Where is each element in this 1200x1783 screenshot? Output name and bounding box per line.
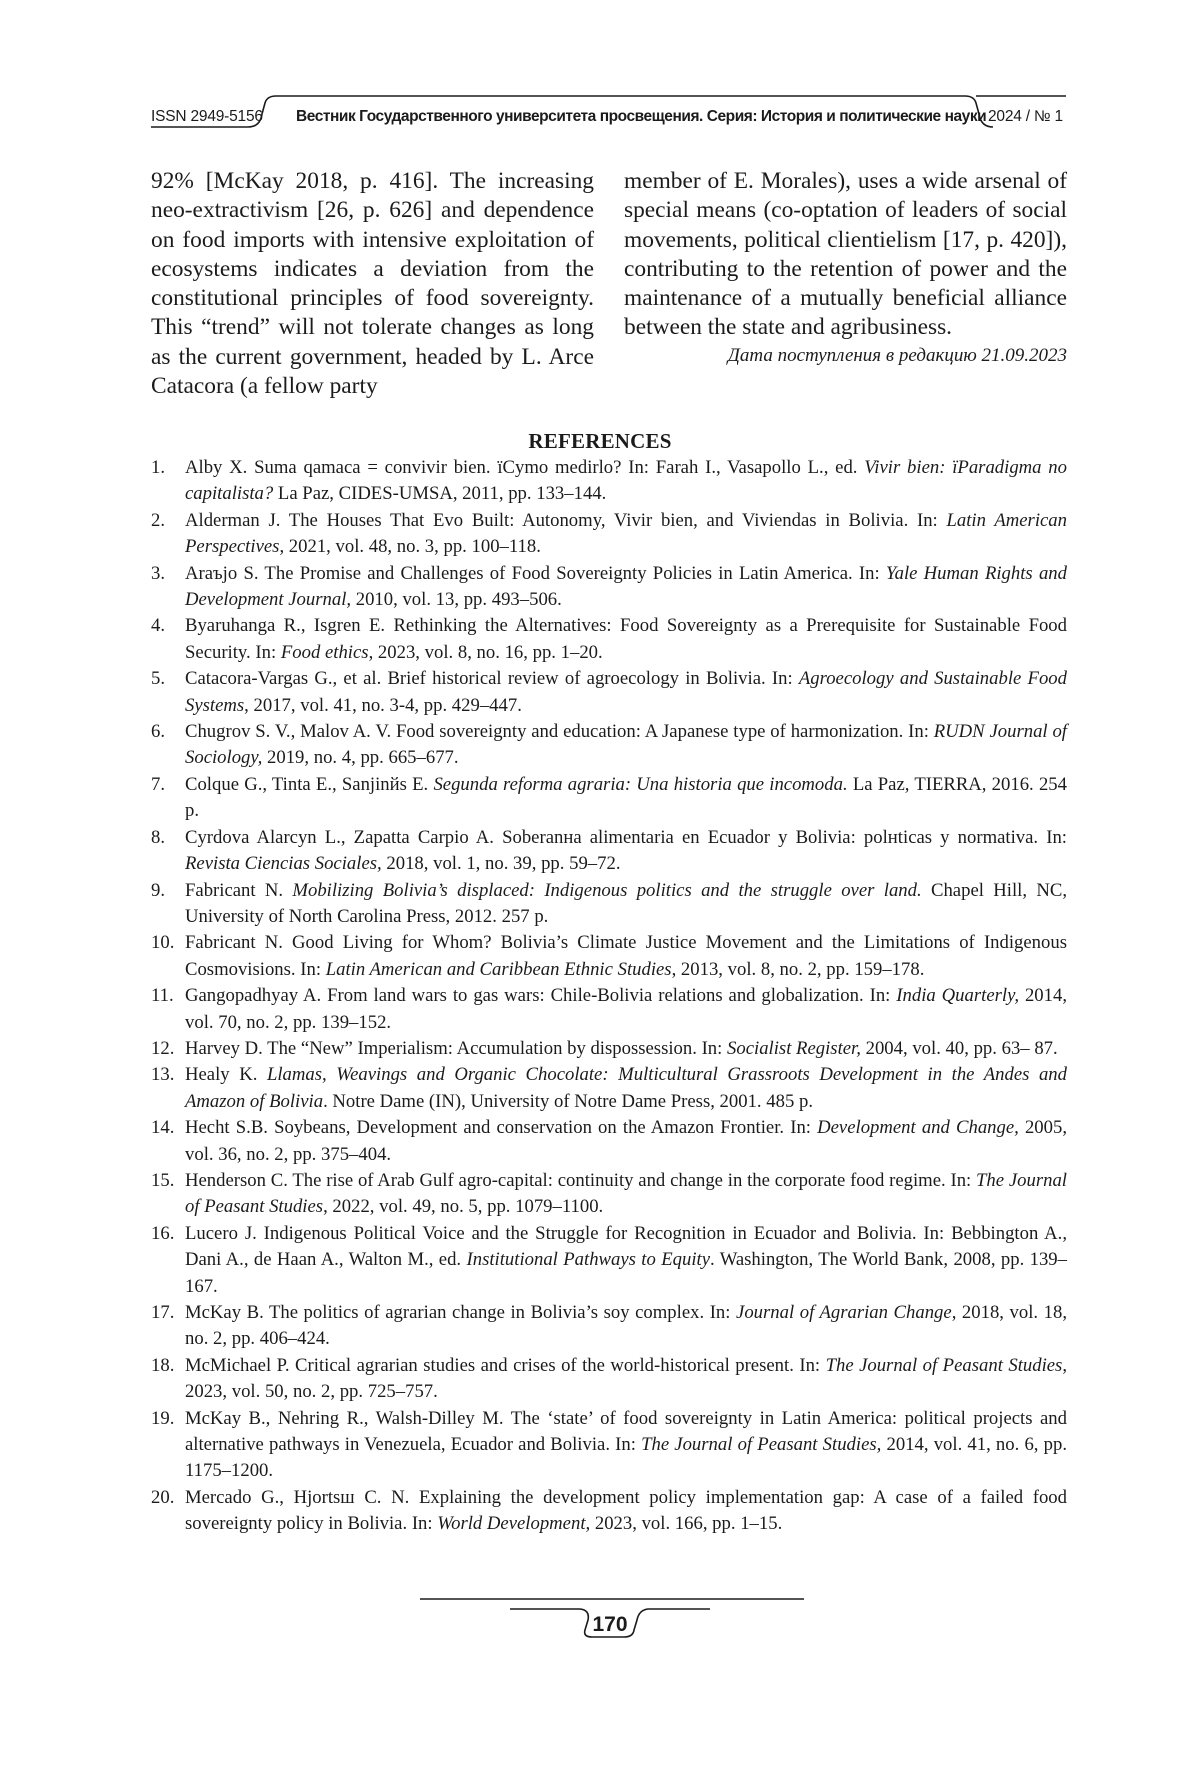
reference-item xyxy=(151,1036,1067,1062)
reference-text: Gangopadhyay A. From land wars to gas wars: Chile-Bolivia relations and globalization. In: xyxy=(185,985,896,1006)
reference-text: , 2023, vol. 8, no. 16, pp. 1–20. xyxy=(369,642,603,663)
reference-source-title: Mobilizing Bolivia’s displaced: Indigenous politics and the struggle over land. xyxy=(292,880,921,901)
reference-text: , 2022, vol. 49, no. 5, pp. 1079–1100. xyxy=(323,1196,603,1217)
reference-text: , 2013, vol. 8, no. 2, pp. 159–178. xyxy=(672,959,925,980)
received-date: Дата поступления в редакцию 21.09.2023 xyxy=(624,341,1067,370)
reference-text: . Washington, The World Bank, 2008, pp. 139–167. xyxy=(185,1249,1067,1296)
reference-source-title: Latin American and Caribbean Ethnic Studies xyxy=(326,959,672,980)
reference-text: Harvey D. The “New” Imperialism: Accumulation by dispossession. In: xyxy=(185,1038,727,1059)
references-heading: REFERENCES xyxy=(0,429,1200,454)
reference-source-title: Journal of Agrarian Change xyxy=(736,1302,952,1323)
reference-source-title: Socialist Register, xyxy=(727,1038,861,1059)
reference-item xyxy=(151,613,1067,666)
reference-text: Colque G., Tinta E., Sanjinйs E. xyxy=(185,774,433,795)
reference-item xyxy=(151,455,1067,508)
body-right-column xyxy=(624,167,1067,370)
reference-source-title: Segunda reforma agraria: Una historia que incomoda. xyxy=(433,774,847,795)
reference-number: 9. xyxy=(151,878,165,904)
reference-item xyxy=(151,1168,1067,1221)
body-right-text: member of E. Morales), uses a wide arsenal of special means (co-optation of leaders of social movements, political clientielism [17, p. 420]), contributing to the retention of power and the maintenance of a mutually beneficial alliance between the state and ag­ribusiness. xyxy=(624,167,1067,343)
reference-text: Chugrov S. V., Malov A. V. Food sovereignty and education: A Japanese type of harmonization. In: xyxy=(185,721,934,742)
reference-item xyxy=(151,772,1067,825)
reference-item xyxy=(151,825,1067,878)
header-issue: 2024 / № 1 xyxy=(988,108,1063,126)
reference-text: Alderman J. The Houses That Evo Built: Autonomy, Vivir bien, and Viviendas in Bolivia. In: xyxy=(185,510,946,531)
reference-number: 13. xyxy=(151,1062,174,1088)
reference-source-title: India Quarterly, xyxy=(896,985,1019,1006)
reference-number: 1. xyxy=(151,455,165,481)
reference-item xyxy=(151,1485,1067,1538)
reference-item xyxy=(151,878,1067,931)
reference-number: 17. xyxy=(151,1300,174,1326)
reference-source-title: Revista Ciencias Sociales, xyxy=(185,853,382,874)
reference-text: Byaruhanga R., Isgren E. Rethinking the Alternatives: Food Sovereignty as a Prerequisite for Sustain­able Food Security. In: xyxy=(185,615,1067,662)
reference-number: 19. xyxy=(151,1406,174,1432)
references-list xyxy=(151,455,1067,1538)
header-journal-title: Вестник Государственного университета просвещения. Серия: История и политические науки xyxy=(296,108,986,126)
reference-text: , 2021, vol. 48, no. 3, pp. 100–118. xyxy=(279,536,540,557)
reference-text: 2014, vol. 70, no. 2, pp. 139–152. xyxy=(185,985,1067,1032)
reference-item xyxy=(151,1062,1067,1115)
reference-text: McMichael P. Critical agrarian studies and crises of the world-historical present. In: xyxy=(185,1355,826,1376)
reference-number: 14. xyxy=(151,1115,174,1141)
reference-text: . Notre Dame (IN), University of Notre Dame Press, 2001. 485 p. xyxy=(323,1091,813,1112)
page-number: 170 xyxy=(575,1613,645,1637)
reference-text: Chapel Hill, NC, University of North Carolina Press, 2012. 257 p. xyxy=(185,880,1067,927)
reference-source-title: Vivir bien: ïParadigma no capitalista? xyxy=(185,457,1067,504)
reference-source-title: Development and Change, xyxy=(817,1117,1019,1138)
reference-item xyxy=(151,1221,1067,1300)
reference-source-title: The Journal of Peasant Studies xyxy=(826,1355,1063,1376)
reference-item xyxy=(151,1300,1067,1353)
reference-source-title: Yale Human Rights and Development Journal, xyxy=(185,563,1067,610)
reference-number: 8. xyxy=(151,825,165,851)
reference-number: 12. xyxy=(151,1036,174,1062)
reference-source-title: World Development, xyxy=(437,1513,590,1534)
reference-source-title: Llamas, Weavings and Organic Chocolate: Multicultural Grassroots Development in the Andes and Amazon of Bolivia xyxy=(185,1064,1067,1111)
reference-text: 2010, vol. 13, pp. 493–506. xyxy=(351,589,562,610)
reference-source-title: Food ethics xyxy=(281,642,369,663)
reference-number: 2. xyxy=(151,508,165,534)
reference-item xyxy=(151,983,1067,1036)
reference-number: 16. xyxy=(151,1221,174,1247)
reference-text: 2018, vol. 1, no. 39, pp. 59–72. xyxy=(382,853,621,874)
reference-item xyxy=(151,719,1067,772)
reference-text: La Paz, CIDES-UMSA, 2011, pp. 133–144. xyxy=(273,483,606,504)
reference-source-title: The Journal of Peasant Studies xyxy=(185,1170,1067,1217)
reference-text: , 2017, vol. 41, no. 3-4, pp. 429–447. xyxy=(244,695,522,716)
reference-text: 2023, vol. 166, pp. 1–15. xyxy=(590,1513,782,1534)
body-left-column: 92% [McKay 2018, p. 416]. The increasing neo-extractivism [26, p. 626] and depend­ence on food imports with intensive exploi­tation of ecosystems indicates a deviation from the constitutional principles of food sovereignty. This “trend” will not tolerate changes as long as the current government, headed by L. Arce Catacora (a fellow party xyxy=(151,167,594,401)
reference-number: 18. xyxy=(151,1353,174,1379)
reference-text: 2014, vol. 41, no. 6, pp. 1175–1200. xyxy=(185,1434,1067,1481)
body-text-columns xyxy=(151,167,1067,407)
reference-item xyxy=(151,666,1067,719)
reference-number: 11. xyxy=(151,983,174,1009)
reference-text: , 2023, vol. 50, no. 2, pp. 725–757. xyxy=(185,1355,1067,1402)
reference-source-title: Agroecology and Sus­tainable Food Systems xyxy=(185,668,1067,715)
reference-number: 5. xyxy=(151,666,165,692)
reference-text: Healy K. xyxy=(185,1064,267,1085)
reference-number: 10. xyxy=(151,930,174,956)
reference-number: 7. xyxy=(151,772,165,798)
header-issn: ISSN 2949-5156 xyxy=(151,108,263,126)
reference-text: , 2018, vol. 18, no. 2, pp. 406–424. xyxy=(185,1302,1067,1349)
reference-text: Fabricant N. Good Living for Whom? Bolivia’s Climate Justice Movement and the Limitations of In­digenous Cosmovisions. In: xyxy=(185,932,1067,979)
reference-text: Araъjo S. The Promise and Challenges of Food Sovereignty Policies in Latin America. In: xyxy=(185,563,886,584)
reference-item xyxy=(151,930,1067,983)
reference-item xyxy=(151,561,1067,614)
reference-text: Henderson C. The rise of Arab Gulf agro-capital: continuity and change in the corporate food regime. In: xyxy=(185,1170,976,1191)
reference-text: Cyrdova Alarcyn L., Zapatta Carpio A. Soberanнa alimentaria en Ecuador y Bolivia: polнticas y nor­mativa. In: xyxy=(185,827,1067,848)
reference-item xyxy=(151,1406,1067,1485)
page-footer xyxy=(0,1590,1200,1660)
reference-text: McKay B., Nehring R., Walsh-Dilley M. The ‘state’ of food sovereignty in Latin America: political pro­jects and alternative pathways in Venezuela, Ecuador and Bolivia. In: xyxy=(185,1408,1067,1455)
reference-text: 2019, no. 4, pp. 665–677. xyxy=(262,747,458,768)
reference-item xyxy=(151,1115,1067,1168)
reference-number: 3. xyxy=(151,561,165,587)
reference-text: Lucero J. Indigenous Political Voice and the Struggle for Recognition in Ecuador and Bolivia. In: Beb­bington A., Dani A., de Haan A., Walton M., ed. xyxy=(185,1223,1067,1270)
reference-source-title: Latin American Perspectives xyxy=(185,510,1067,557)
reference-text: Fabricant N. xyxy=(185,880,292,901)
reference-text: 2005, vol. 36, no. 2, pp. 375–404. xyxy=(185,1117,1067,1164)
reference-number: 20. xyxy=(151,1485,174,1511)
reference-item xyxy=(151,1353,1067,1406)
reference-number: 6. xyxy=(151,719,165,745)
reference-item xyxy=(151,508,1067,561)
reference-text: Hecht S.B. Soybeans, Development and conservation on the Amazon Frontier. In: xyxy=(185,1117,817,1138)
reference-text: McKay B. The politics of agrarian change in Bolivia’s soy complex. In: xyxy=(185,1302,736,1323)
reference-text: 2004, vol. 40, pp. 63– 87. xyxy=(861,1038,1058,1059)
reference-text: La Paz, TIERRA, 2016. 254 p. xyxy=(185,774,1067,821)
reference-source-title: Institutional Pathways to Equity xyxy=(467,1249,711,1270)
running-header xyxy=(0,0,1200,140)
reference-source-title: The Journal of Peasant Studies, xyxy=(641,1434,881,1455)
reference-text: Catacora-Vargas G., et al. Brief historical review of agroecology in Bolivia. In: xyxy=(185,668,799,689)
reference-source-title: RUDN Journal of Sociology, xyxy=(185,721,1067,768)
reference-number: 4. xyxy=(151,613,165,639)
reference-text: Alby X. Suma qamaca = convivir bien. ïCymo medirlo? In: Farah I., Vasapollo L., ed. xyxy=(185,457,864,478)
reference-text: Mercado G., Hjortsш C. N. Explaining the development policy implementation gap: A case of a failed food sovereignty policy in Bolivia. In: xyxy=(185,1487,1067,1534)
reference-number: 15. xyxy=(151,1168,174,1194)
